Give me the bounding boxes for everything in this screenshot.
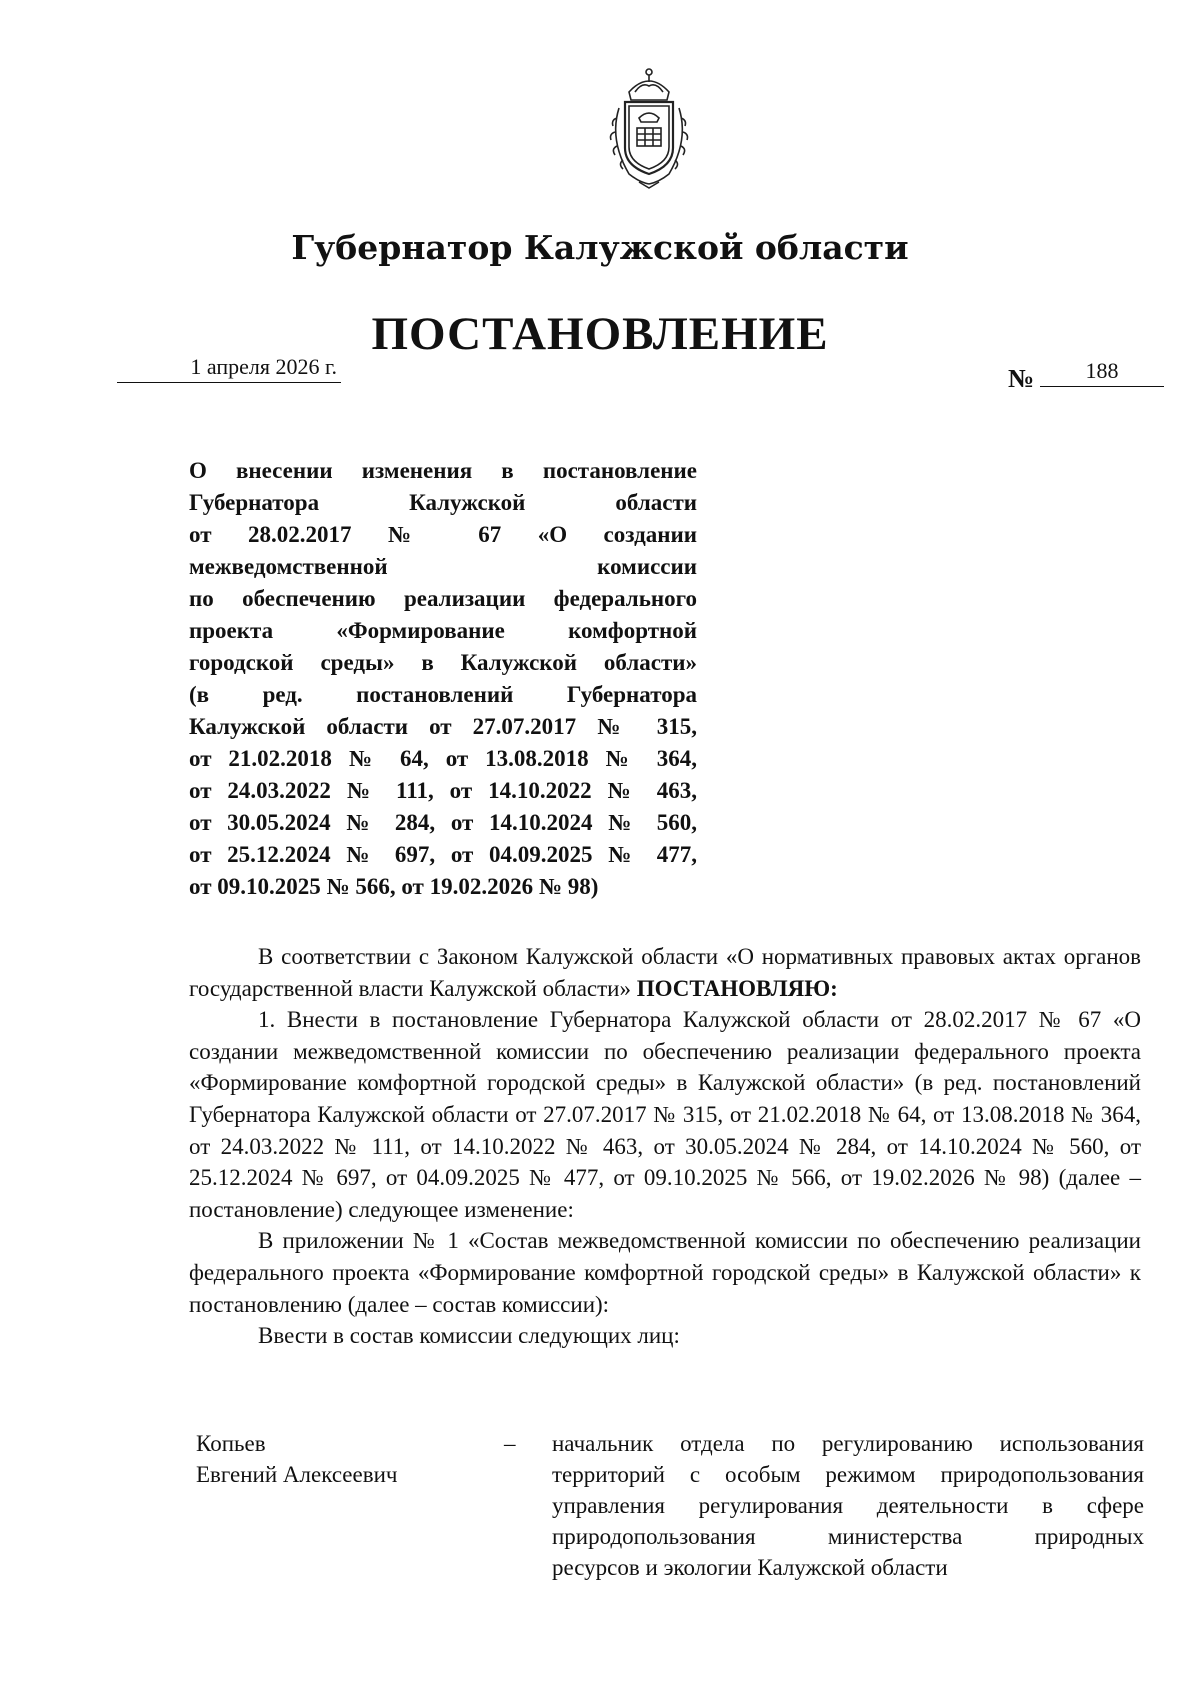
decree-keyword: ПОСТАНОВЛЯЮ: — [636, 975, 838, 1001]
document-number: 188 — [1040, 358, 1164, 387]
subject-line: от 25.12.2024 № 697, от 04.09.2025 № 477, — [189, 842, 697, 867]
coat-of-arms-emblem — [595, 62, 703, 190]
document-date: 1 апреля 2026 г. — [117, 354, 341, 383]
clause-1-paragraph: 1. Внести в постановление Губернатора Калужской области от 28.02.2017 № 67 «О создании межведомственной комиссии по обеспечению реализации федерального проекта «Формирование комфортной городской среды» в Калужской области» (в ред. постановлений Губернатора Калужской области от 27.07.2017 № 315, от 21.02.2018 № 64, от 13.08.2018 № 364, от 24.03.2022 № 111, от 14.10.2022 № 463, от 30.05.2024 № 284, от 14.10.2024 № 560, от 25.12.2024 № 697, от 04.09.2025 № 477, от 09.10.2025 № 566, от 19.02.2026 № 98) (далее – постановление) следующее изменение: — [189, 1007, 1141, 1222]
subject-line: от 24.03.2022 № 111, от 14.10.2022 № 463, — [189, 778, 697, 803]
member-surname: Копьев — [196, 1431, 266, 1456]
document-body — [189, 941, 1141, 1352]
member-name — [196, 1428, 504, 1583]
document-subject — [189, 455, 697, 903]
subject-line: Калужской области от 27.07.2017 № 315, — [189, 714, 697, 739]
preamble-text: В соответствии с Законом Калужской области «О нормативных правовых актах органов государственной власти Калужской области» — [189, 944, 1141, 1001]
subject-line: от 30.05.2024 № 284, от 14.10.2024 № 560, — [189, 810, 697, 835]
issuing-authority: Губернатор Калужской области — [291, 228, 909, 267]
subject-line: проекта «Формирование комфортной — [189, 618, 697, 643]
subject-line: от 09.10.2025 № 566, от 19.02.2026 № 98) — [189, 874, 599, 899]
subject-line: Губернатора Калужской области — [189, 490, 697, 515]
member-given-names: Евгений Алексеевич — [196, 1462, 398, 1487]
position-line: ресурсов и экологии Калужской области — [552, 1555, 948, 1580]
add-members-paragraph: Ввести в состав комиссии следующих лиц: — [258, 1323, 680, 1349]
subject-line: от 21.02.2018 № 64, от 13.08.2018 № 364, — [189, 746, 697, 771]
member-dash: – — [504, 1431, 516, 1456]
position-line: природопользования министерства природных — [552, 1524, 1144, 1549]
position-line: управления регулирования деятельности в сфере — [552, 1493, 1144, 1518]
member-position — [552, 1428, 1144, 1583]
commission-member-entry — [196, 1428, 1144, 1583]
number-sign: № — [1008, 364, 1035, 393]
subject-line: О внесении изменения в постановление — [189, 458, 697, 483]
subject-line: межведомственной комиссии — [189, 554, 697, 579]
subject-line: по обеспечению реализации федерального — [189, 586, 697, 611]
document-type-title: ПОСТАНОВЛЕНИЕ — [371, 308, 829, 360]
position-line: начальник отдела по регулированию использования — [552, 1431, 1144, 1456]
position-line: территорий с особым режимом природопользования — [552, 1462, 1144, 1487]
preamble-paragraph — [189, 941, 1141, 1004]
subject-line: (в ред. постановлений Губернатора — [189, 682, 697, 707]
subject-line: городской среды» в Калужской области» — [189, 650, 697, 675]
appendix-paragraph: В приложении № 1 «Состав межведомственной комиссии по обеспечению реализации федерального проекта «Формирование комфортной городской среды» в Калужской области» к постановлению (далее – состав комиссии): — [189, 1228, 1141, 1317]
subject-line: от 28.02.2017 № 67 «О создании — [189, 522, 697, 547]
